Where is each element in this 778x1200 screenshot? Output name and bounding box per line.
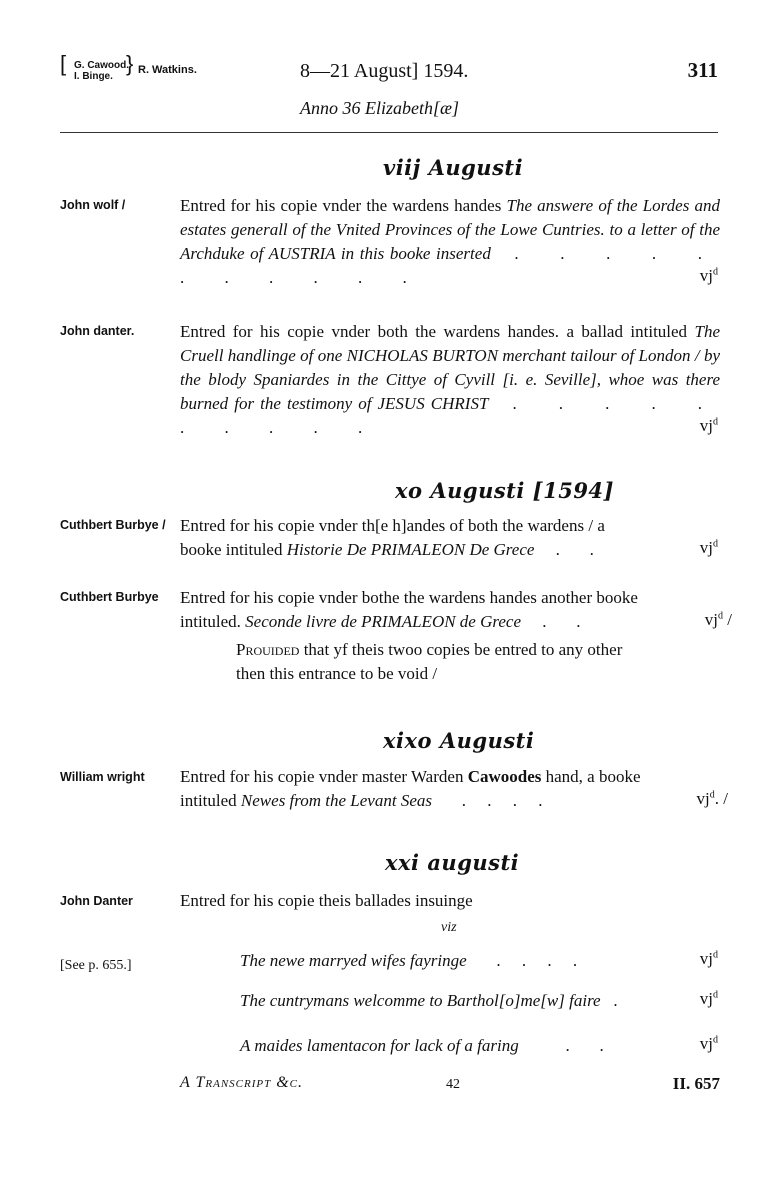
fee: $vj^d$ — [699, 1034, 718, 1053]
entry-line: booke intituled Historie De PRIMALEON De Grece . . — [180, 540, 594, 559]
entry-text: Entred for his copie vnder both the wardens handes. a ballad intituled The Cruell handlinge of one NICHOLAS BURTON merchant tailour of London / by the blody Spaniardes in the Cittye of Cyvill [i. e. Seville], whoe was there burned for the testimony of JESUS CHRIST . . . . . . . . . . — [180, 322, 721, 437]
brace: } — [126, 51, 134, 76]
entry-name: Cuthbert Burbye / — [60, 518, 166, 532]
fee: $vj^d$ — [699, 538, 718, 557]
proviso: then this entrance to be void / — [236, 664, 438, 683]
printer-name-1: G. Cawood. — [74, 60, 129, 71]
date-range: 8—21 August] 1594. — [300, 60, 469, 82]
fee: $vj^d$ / — [704, 610, 732, 629]
fee: $vj^d$. / — [696, 789, 728, 808]
fee: $vj^d$ — [699, 949, 718, 968]
fee: $vj^d$ — [699, 989, 718, 1008]
header-rule — [60, 132, 718, 133]
signature-mark: A Transcript &c. — [180, 1074, 303, 1091]
ballad-line: A maides lamentacon for lack of a faring . . — [240, 1036, 604, 1055]
ballad-title: The newe marryed wifes fayringe — [240, 951, 467, 970]
entry-name: John Danter — [60, 894, 133, 908]
entry-line: Entred for his copie theis ballades insuinge — [180, 891, 473, 910]
entry-text: Entred for his copie vnder the wardens handes The answere of the Lordes and estates generall of the Vnited Provinces of the Lowe Cuntries. to a letter of the Archduke of AUSTRIA in this booke inserted . . . . . . . . . . . — [180, 196, 721, 287]
ballad-title: The Cruell handlinge of one NICHOLAS BURTON merchant tailour of London / by the blody Spaniardes in the Cittye of Cyvill — [180, 322, 720, 389]
book-title: Seconde livre de PRIMALEON de Grece — [245, 612, 521, 631]
fee: $vj^d$ — [699, 266, 718, 285]
section-heading: viij Augusti — [383, 155, 524, 180]
entry-line: Entred for his copie vnder master Warden Cawoodes hand, a booke — [180, 767, 641, 786]
book-title: Historie De PRIMALEON De Grece — [286, 540, 535, 559]
editorial-note: [i. e. Seville], whoe was there burned for the testimony of JESUS CHRIST — [180, 370, 721, 413]
entry-name: William wright — [60, 770, 145, 784]
entry-name: John wolf / — [60, 198, 126, 212]
printer-name-2: I. Binge. — [74, 71, 113, 82]
volume-page: II. 657 — [672, 1074, 720, 1093]
regnal-year: Anno 36 Elizabeth[æ] — [300, 98, 460, 118]
book-title: The answere of the Lordes and estates generall of the Vnited Provinces of the Lowe Cuntries. to a letter of the Archduke of AUSTRIA in this booke inserted — [180, 196, 720, 263]
entry-name: Cuthbert Burbye — [60, 590, 159, 604]
sheet-number: 42 — [446, 1077, 460, 1092]
fee: $vj^d$ — [699, 416, 718, 435]
entry-line: Entred for his copie vnder bothe the wardens handes another booke — [180, 588, 638, 607]
printer-name-3: R. Watkins. — [138, 64, 197, 76]
page-number: 311 — [687, 58, 718, 82]
entry-line: Entred for his copie vnder th[e h]andes of both the wardens / a — [180, 516, 605, 535]
entry-line: intituled. Seconde livre de PRIMALEON de Grece . . — [180, 612, 581, 631]
ballad-title: A maides lamentacon for lack of a faring — [240, 1036, 519, 1055]
cross-reference: [See p. 655.] — [60, 958, 132, 973]
section-heading: xixo Augusti — [383, 728, 535, 753]
ballad-line: The cuntrymans welcomme to Barthol[o]me[w] faire . — [240, 991, 618, 1010]
proviso: Prouided that yf theis twoo copies be entred to any other — [236, 640, 623, 659]
viz: viz — [441, 920, 457, 935]
ballad-line: The newe marryed wifes fayringe . . . . — [240, 951, 578, 970]
ballad-title: The cuntrymans welcomme to Barthol[o]me[w] faire — [240, 991, 601, 1010]
section-heading: xxi augusti — [385, 850, 520, 875]
section-heading: xo Augusti [1594] — [395, 478, 614, 503]
entry-name: John danter. — [60, 324, 135, 338]
entry-line: intituled Newes from the Levant Seas . . . . — [180, 791, 543, 810]
bracket-open: [ — [60, 51, 67, 76]
book-title: Newes from the Levant Seas — [240, 791, 432, 810]
